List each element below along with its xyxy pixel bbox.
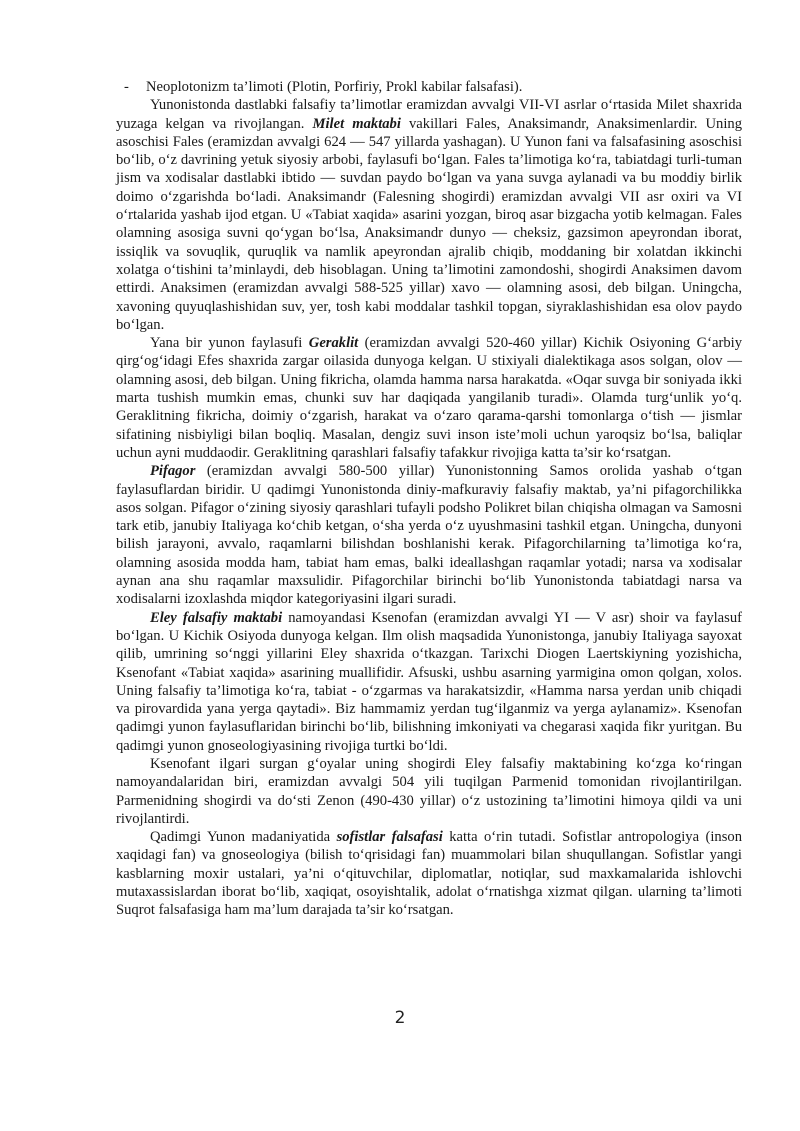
bullet-item [116, 78, 742, 96]
bullet-marker: - [124, 79, 129, 95]
paragraph-text: katta o‘rin tutadi. Sofistlar antropologiya (inson xaqidagi fan) va gnoseologiya (bilish to‘qrisidagi fan) muammolari bilan shuqullangan. Sofistlar yangi kasblarning moxir ustalari, ya’ni o‘qituvchilar, diplomatlar, notiqlar, sud maxkamalarida ishlovchi mutaxassislardan iborat bo‘lib, xaqiqat, osoyishtalik, adolat o‘rnatishga xizmat qilgan. ularning ta’limoti Suqrot falsafasiga ham ma’lum darajada ta’sir ko‘rsatgan. [116, 829, 743, 919]
paragraph-text: (eramizdan avvalgi 580-500 yillar) Yunonistonning Samos orolida yashab o‘tgan faylasuflardan biridir. U qadimgi Yunonistonda diniy-mafkuraviy falsafiy maktab, ya’ni pifagorchilikka asos solgan. Pifagor o‘zining siyosiy qarashlari tufayli podsho Polikret bilan chiqisha olmagan va Samosni tark etib, janubiy Italiyaga ko‘chib ketgan, o‘sha yerda o‘z uyushmasini tashkil etgan. Uningcha, dunyoni bilish jarayoni, avvalo, raqamlarni bilishdan boshlanishi kerak. Pifagorchilarning ta’limotiga ko‘ra, olamning asosida modda ham, tabiat ham emas, balki ideallashgan raqamlar yotadi; narsa va xodisalar aynan ana shu raqamlar maxsulidir. Pifagorchilar birinchi bo‘lib Yunonistonda tabiatdagi narsa va xodisalarni izoxlashda miqdor kategoriyasini ilgari suradi. [116, 463, 742, 608]
emphasis-term: Eley falsafiy maktabi [150, 609, 283, 626]
emphasis-term: Milet maktabi [312, 115, 401, 132]
paragraph-milet [116, 96, 742, 334]
page-number: 2 [394, 1008, 406, 1028]
paragraph-text: Yunonistonda dastlabki falsafiy ta’limotlar eramizdan avvalgi VII-VI asrlar o‘rtasida Milet shaxrida yuzaga kelgan va rivojlangan. [116, 97, 742, 132]
emphasis-term: Pifagor [150, 463, 196, 480]
emphasis-term: Geraklit [308, 335, 359, 352]
paragraph-text: Yana bir yunon faylasufi [150, 335, 309, 352]
paragraph-pifagor [116, 462, 742, 608]
paragraph-text: vakillari Fales, Anaksimandr, Anaksimenlardir. Uning asoschisi Fales (eramizdan avvalgi 624 — 547 yillarda yashagan). U Yunon fani va falsafasining asoschisi bo‘lib, o‘z davrining yetuk siyosiy arbobi, faylasufi bo‘lgan. Fales ta’limotiga ko‘ra, tabiatdagi turli-tuman jism va xodisalar dastlabki ibtido — suvdan paydo bo‘lgan va yana suvga aylanadi va bu moddiy birlik doimo o‘zgarishda bo‘ladi. Anaksimandr (Falesning shogirdi) eramizdan avvalgi VII asr oxiri va VI o‘rtalarida yashab ijod etgan. U «Tabiat xaqida» asarini yozgan, biroq asar bizgacha yotib kelmagan. Fales olamning asosiga suvni qo‘ygan bo‘lsa, Anaksimandr dunyo — cheksiz, gazsimon apeyrondan iborat, issiqlik va sovuqlik, quruqlik va namlik apeyrondan ajralib chiqib, moddaning bir xolatdan ikkinchi xolatga o‘tishini ta’minlaydi, deb hisoblagan. Uning ta’limotini zamondoshi, shogirdi Anaksimen davom ettirdi. Anaksimen (eramizdan avvalgi 588-525 yillar) xavo — olamning asosi, deb bilgan. Uningcha, xavoning quyuqlashishidan suv, yer, tosh kabi moddalar tashkil topgan, siyraklashishidan esa olov paydo bo‘lgan. [116, 115, 742, 333]
paragraph-eley [116, 609, 742, 755]
paragraph-text: namoyandasi Ksenofan (eramizdan avvalgi YI — V asr) shoir va faylasuf bo‘lgan. U Kichik Osiyoda dunyoga kelgan. Ilm olish maqsadida Yunonistonga, janubiy Italiyaga sayoxat qilib, umrining so‘nggi yillarini Eley shaxrida o‘tkazgan. Tarixchi Diogen Laertskiyning yozishicha, Ksenofant «Tabiat xaqida» asarining muallifidir. Afsuski, ushbu asarning yarmigina omon qolgan, xolos. Uning falsafiy ta’limotiga ko‘ra, tabiat - o‘zgarmas va harakatsizdir, «Hamma narsa yerdan unib chiqadi va pirovardida yana yerga qaytadi». Biz hammamiz yerdan tug‘ilganmiz va yerga aylanamiz». Ksenofan qadimgi yunon faylasuflaridan birinchi bo‘lib, bilishning imkoniyati va chegarasi xaqida fikr yuritgan. Bu qadimgi yunon gnoseologiyasining rivojiga turtki bo‘ldi. [116, 609, 742, 754]
bullet-text: Neoplotonizm ta’limoti (Plotin, Porfiriy, Prokl kabilar falsafasi). [146, 79, 523, 95]
paragraph-geraklit [116, 334, 742, 462]
paragraph-text: Ksenofant ilgari surgan g‘oyalar uning shogirdi Eley falsafiy maktabining ko‘zga ko‘ringan namoyandalaridan biri, eramizdan avvalgi 504 yili tuqilgan Parmenid tomonidan rivojlantirilgan. Parmenidning shogirdi va do‘sti Zenon (490-430 yillar) o‘z ustozining ta’limotini himoya qildi va uni rivojlantirdi. [116, 755, 742, 827]
document-body [116, 78, 742, 920]
paragraph-text: (eramizdan avvalgi 520-460 yillar) Kichik Osiyoning G‘arbiy qirg‘og‘idagi Efes shaxrida zargar oilasida dunyoga kelgan. U stixiyali dialektikaga asos solgan, olov — olamning asosi, deb bilgan. Uning fikricha, olamda hamma narsa harakatda. «Oqar suvga bir soniyada ikki marta tushish mumkin emas, chunki suv har daqiqada yangilanib turadi». Olamda turg‘unlik yo‘q. Geraklitning fikricha, doimiy o‘zgarish, harakat va o‘zaro qarama-qarshi tomonlarga o‘tish — jismlar sifatining nisbiyligi bilan boqliq. Masalan, dengiz suvi inson iste’moli uchun yaroqsiz bo‘lsa, baliqlar uchun ayni muddaodir. Geraklitning qarashlari falsafiy tafakkur rivojiga katta ta’sir ko‘rsatgan. [116, 335, 742, 461]
emphasis-term: sofistlar falsafasi [336, 829, 443, 846]
paragraph-text: Qadimgi Yunon madaniyatida [150, 829, 337, 846]
paragraph-parmenid [116, 755, 742, 828]
paragraph-sofistlar [116, 828, 742, 919]
